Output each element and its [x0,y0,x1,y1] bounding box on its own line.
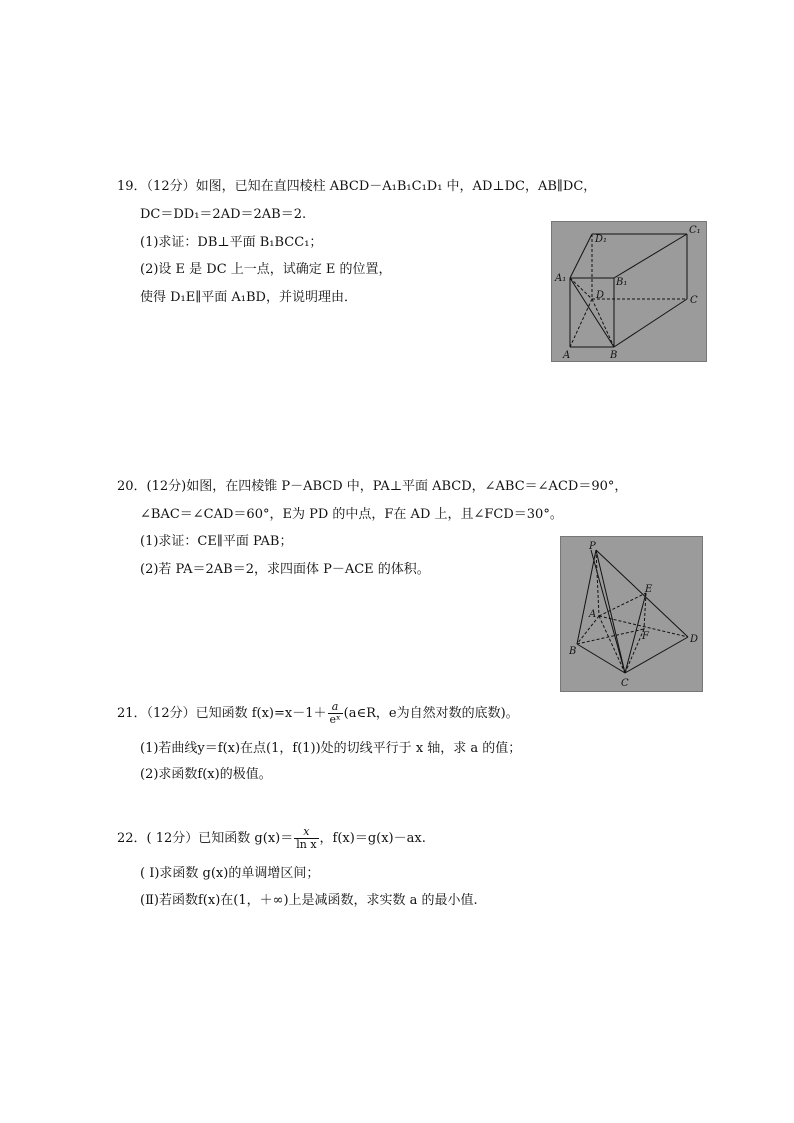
pyramid-diagram [561,537,702,691]
q19-line4: (2)设 E 是 DC 上一点，试确定 E 的位置， [140,262,392,277]
q19-line2: DC＝DD₁＝2AD＝2AB＝2. [140,207,307,222]
prism-diagram [552,222,706,361]
label-B: B [610,350,618,361]
q19-line1: 19．（12分）如图，已知在直四棱柱 ABCD－A₁B₁C₁D₁ 中，AD⊥DC，AB∥DC， [117,179,597,194]
label-D1: D₁ [595,234,608,245]
q20-line4: (2)若 PA＝2AB＝2，求四面体 P－ACE 的体积。 [140,562,430,577]
label-C: C [690,295,698,306]
label-B: B [569,646,577,657]
q21-line3: (2)求函数f(x)的极值。 [140,767,272,782]
label-A: A [563,350,571,361]
q21-line2: (1)若曲线y＝f(x)在点(1，f(1))处的切线平行于 x 轴，求 a 的值； [140,741,522,756]
label-A: A [589,609,597,620]
q22-line1 [117,826,426,852]
q19-line5: 使得 D₁E∥平面 A₁BD，并说明理由． [140,290,357,305]
prism-figure [551,221,707,362]
label-A1: A₁ [555,273,567,284]
q21-suffix: (a∈R，e为自然对数的底数)。 [343,706,519,721]
q20-line1: 20．(12分)如图，在四棱锥 P－ABCD 中，PA⊥平面 ABCD，∠ABC＝∠ACD＝90°， [117,479,628,494]
q21-fraction [328,701,343,726]
q21-line1 [117,701,519,727]
q22-frac-num: x [294,826,318,839]
label-C: C [621,678,629,689]
q21-frac-num: a [328,701,343,714]
q20-line2: ∠BAC＝∠CAD＝60°，E为 PD 的中点，F在 AD 上，且∠FCD＝30°。 [140,507,563,522]
q22-prefix: 22．( 12分）已知函数 g(x)＝ [117,831,294,846]
label-B1: B₁ [616,277,628,288]
q20-line3: (1)求证：CE∥平面 PAB； [140,534,293,549]
q22-fraction [294,826,318,851]
label-P: P [589,541,596,552]
q22-suffix: ，f(x)＝g(x)－ax. [319,831,426,846]
label-D: D [690,634,699,645]
q19-line3: (1)求证：DB⊥平面 B₁BCC₁； [140,235,323,250]
label-D: D [596,290,605,301]
label-C1: C₁ [689,225,701,236]
label-F: F [642,631,649,642]
q21-prefix: 21．（12分）已知函数 f(x)=x－1＋ [117,706,327,721]
pyramid-figure [560,536,703,692]
q22-frac-den: ln x [296,838,317,851]
label-E: E [645,584,653,595]
q22-line2: ( Ⅰ)求函数 g(x)的单调增区间； [140,866,320,881]
q22-line3: (Ⅱ)若函数f(x)在(1，＋∞)上是减函数，求实数 a 的最小值. [140,893,478,908]
q21-frac-den: eˣ [329,713,341,726]
